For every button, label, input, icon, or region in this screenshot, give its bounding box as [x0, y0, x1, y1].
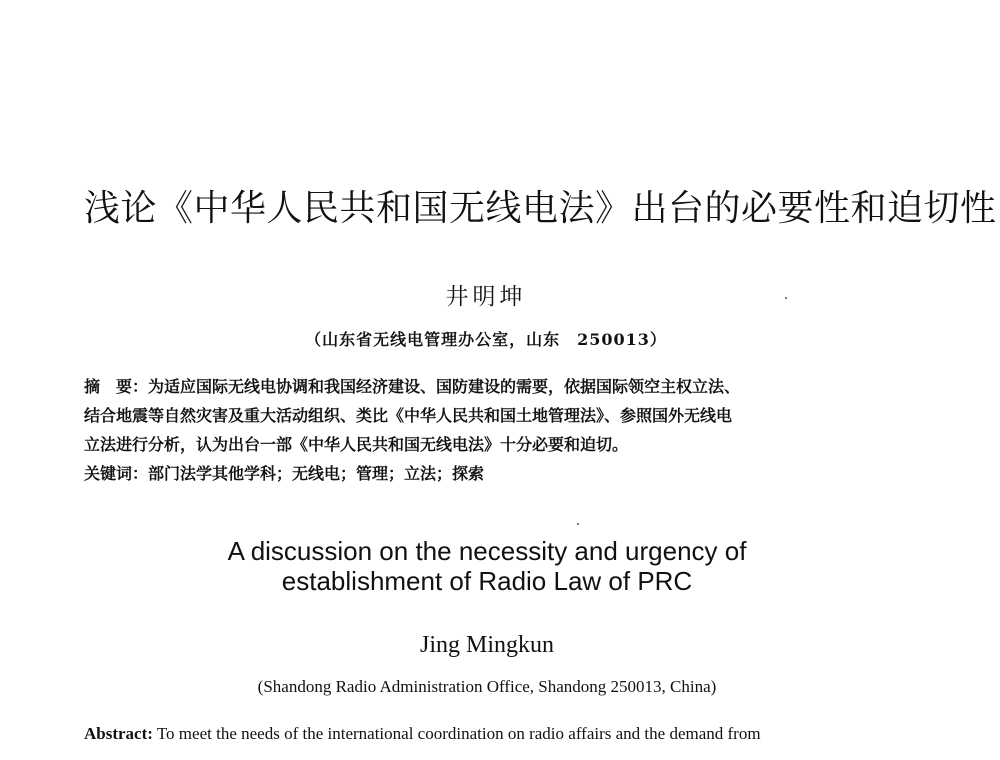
- chinese-abstract-line-1: [84, 372, 896, 401]
- chinese-title: 浅论《中华人民共和国无线电法》出台的必要性和迫切性: [84, 188, 997, 229]
- scan-speck: [577, 523, 579, 525]
- english-title-line-2: establishment of Radio Law of PRC: [281, 566, 693, 596]
- chinese-affiliation: （山东省无线电管理办公室，山东 250013）: [305, 330, 667, 349]
- english-affiliation: (Shandong Radio Administration Office, Shandong 250013, China): [257, 677, 717, 696]
- chinese-keywords: [84, 459, 896, 488]
- chinese-abstract-line-3: 立法进行分析，认为出台一部《中华人民共和国无线电法》十分必要和迫切。: [84, 435, 629, 454]
- chinese-abstract-text-1: 为适应国际无线电协调和我国经济建设、国防建设的需要，依据国际领空主权立法、: [148, 377, 741, 396]
- english-abstract-label: Abstract:: [84, 724, 153, 743]
- chinese-abstract: [84, 372, 896, 488]
- chinese-abstract-line-2: 结合地震等自然灾害及重大活动组织、类比《中华人民共和国土地管理法》、参照国外无线电: [84, 406, 733, 425]
- english-abstract-text: To meet the needs of the international coordination on radio affairs and the demand from: [152, 724, 761, 743]
- chinese-abstract-label: 摘 要：: [84, 377, 149, 396]
- english-abstract: [84, 724, 896, 744]
- english-author: Jing Mingkun: [419, 632, 554, 658]
- chinese-author: 井明坤: [445, 284, 527, 310]
- english-title: [0, 536, 974, 596]
- chinese-keywords-text: 部门法学其他学科；无线电；管理；立法；探索: [148, 464, 485, 483]
- scan-speck: [785, 297, 787, 299]
- chinese-keywords-label: 关键词：: [84, 464, 149, 483]
- english-title-line-1: A discussion on the necessity and urgency of: [227, 536, 747, 566]
